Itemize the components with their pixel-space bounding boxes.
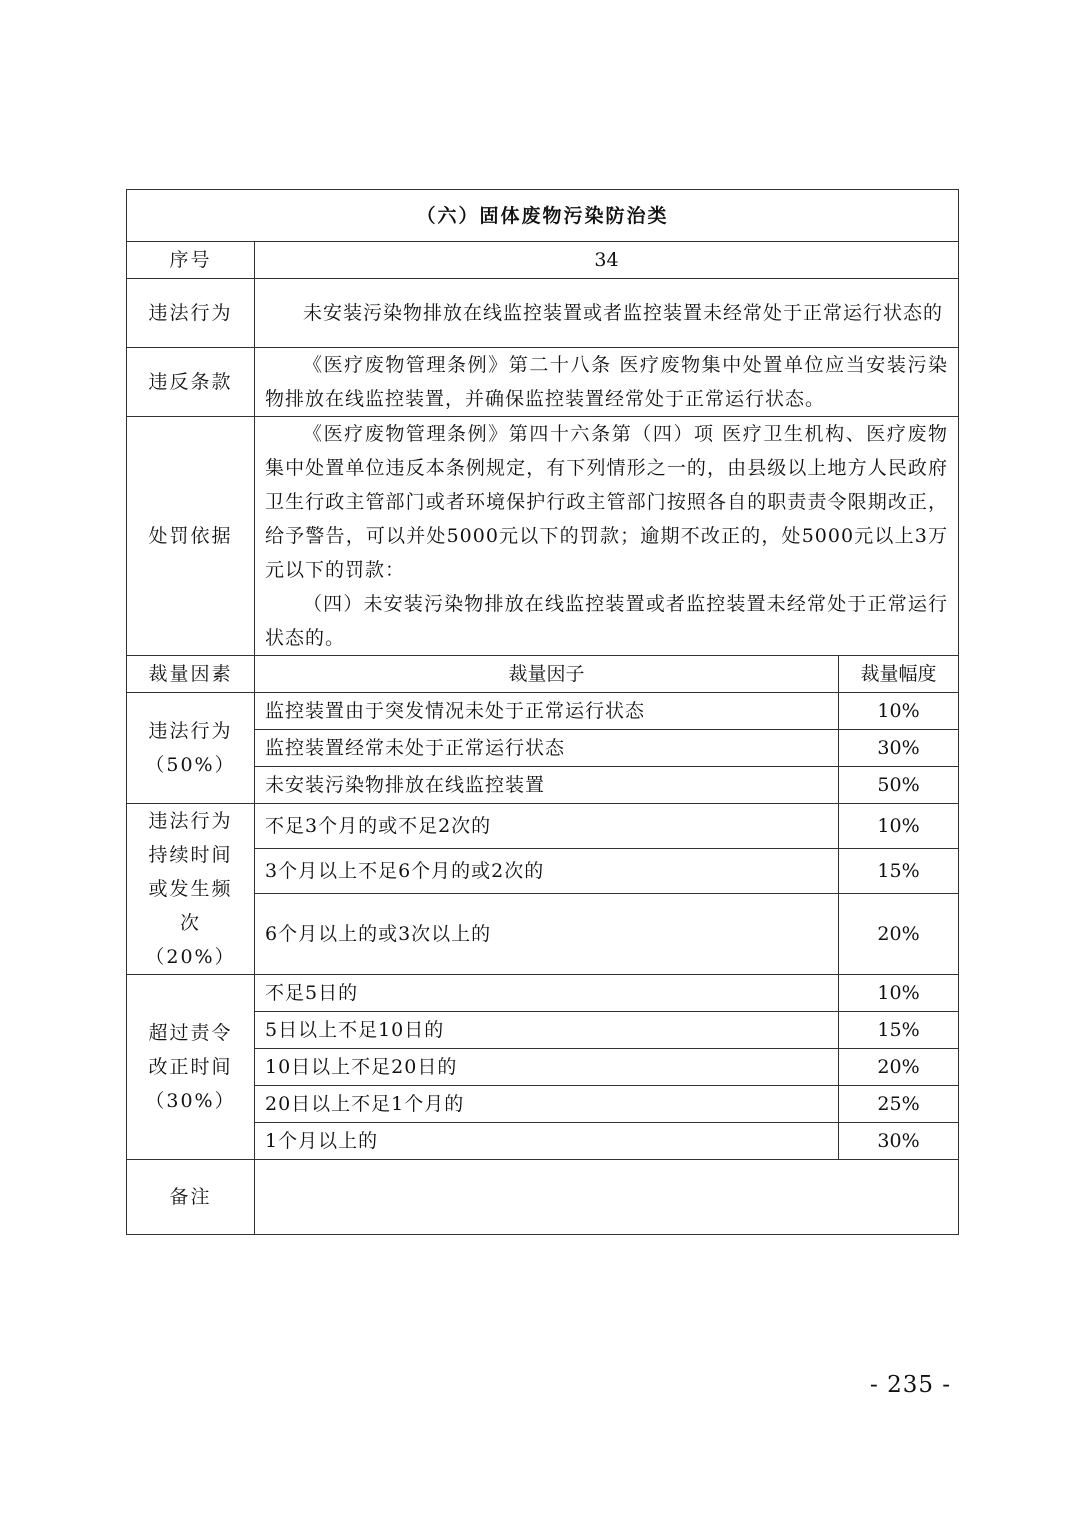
table-title: （六）固体废物污染防治类 xyxy=(127,190,959,242)
pct-cell: 20% xyxy=(839,1049,959,1086)
factor-cell: 监控装置由于突发情况未处于正常运行状态 xyxy=(255,693,839,730)
penalty-label: 处罚依据 xyxy=(127,417,255,656)
group1-label-line2: （50%） xyxy=(145,754,236,776)
factor-cell: 10日以上不足20日的 xyxy=(255,1049,839,1086)
pct-cell: 25% xyxy=(839,1086,959,1123)
pct-cell: 20% xyxy=(839,893,959,974)
penalty-text-1: 《医疗废物管理条例》第四十六条第（四）项 医疗卫生机构、医疗废物集中处置单位违反本条例规定，有下列情形之一的，由县级以上地方人民政府卫生行政主管部门或者环境保护行政主管部门按照各自的职责责令限期改正，给予警告，可以并处5000元以下的罚款；逾期不改正的，处5000元以上3万元以下的罚款： xyxy=(265,423,949,581)
violation-cell xyxy=(255,279,959,348)
pct-cell: 15% xyxy=(839,1012,959,1049)
pct-cell: 10% xyxy=(839,975,959,1012)
group2-label-line: （20%） xyxy=(145,946,236,968)
group2-label-line: 违法行为 xyxy=(148,810,233,832)
group1-label-line1: 违法行为 xyxy=(148,720,233,742)
factor-cell: 1个月以上的 xyxy=(255,1123,839,1160)
clause-cell xyxy=(255,348,959,417)
penalty-text-2: （四）未安装污染物排放在线监控装置或者监控装置未经常处于正常运行状态的。 xyxy=(265,593,949,649)
remarks-label: 备注 xyxy=(127,1160,255,1235)
pct-cell: 30% xyxy=(839,730,959,767)
subfactor-header: 裁量因子 xyxy=(255,656,839,693)
violation-text: 未安装污染物排放在线监控装置或者监控装置未经常处于正常运行状态的 xyxy=(303,302,944,324)
pct-cell: 10% xyxy=(839,804,959,849)
factor-cell: 不足3个月的或不足2次的 xyxy=(255,804,839,849)
group3-label-line: 改正时间 xyxy=(148,1056,233,1078)
factor-cell: 未安装污染物排放在线监控装置 xyxy=(255,767,839,804)
group2-label-line: 持续时间 xyxy=(148,844,233,866)
seq-value: 34 xyxy=(255,242,959,279)
group2-label-line: 次 xyxy=(179,912,201,934)
factor-cell: 不足5日的 xyxy=(255,975,839,1012)
range-header: 裁量幅度 xyxy=(839,656,959,693)
penalty-cell xyxy=(255,417,959,656)
group2-label-line: 或发生频 xyxy=(148,878,233,900)
discretion-table xyxy=(126,189,959,1235)
remarks-value xyxy=(255,1160,959,1235)
pct-cell: 10% xyxy=(839,693,959,730)
pct-cell: 50% xyxy=(839,767,959,804)
factor-cell: 20日以上不足1个月的 xyxy=(255,1086,839,1123)
clause-label: 违反条款 xyxy=(127,348,255,417)
factor-cell: 5日以上不足10日的 xyxy=(255,1012,839,1049)
page-number: - 235 - xyxy=(870,1372,952,1398)
group2-label xyxy=(127,804,255,975)
violation-label: 违法行为 xyxy=(127,279,255,348)
group3-label xyxy=(127,975,255,1160)
factor-cell: 6个月以上的或3次以上的 xyxy=(255,893,839,974)
factor-header: 裁量因素 xyxy=(127,656,255,693)
seq-label: 序号 xyxy=(127,242,255,279)
group3-label-line: 超过责令 xyxy=(148,1022,233,1044)
group3-label-line: （30%） xyxy=(145,1090,236,1112)
clause-text: 《医疗废物管理条例》第二十八条 医疗废物集中处置单位应当安装污染物排放在线监控装置，并确保监控装置经常处于正常运行状态。 xyxy=(265,354,949,410)
pct-cell: 30% xyxy=(839,1123,959,1160)
group1-label xyxy=(127,693,255,804)
pct-cell: 15% xyxy=(839,848,959,893)
factor-cell: 3个月以上不足6个月的或2次的 xyxy=(255,848,839,893)
factor-cell: 监控装置经常未处于正常运行状态 xyxy=(255,730,839,767)
